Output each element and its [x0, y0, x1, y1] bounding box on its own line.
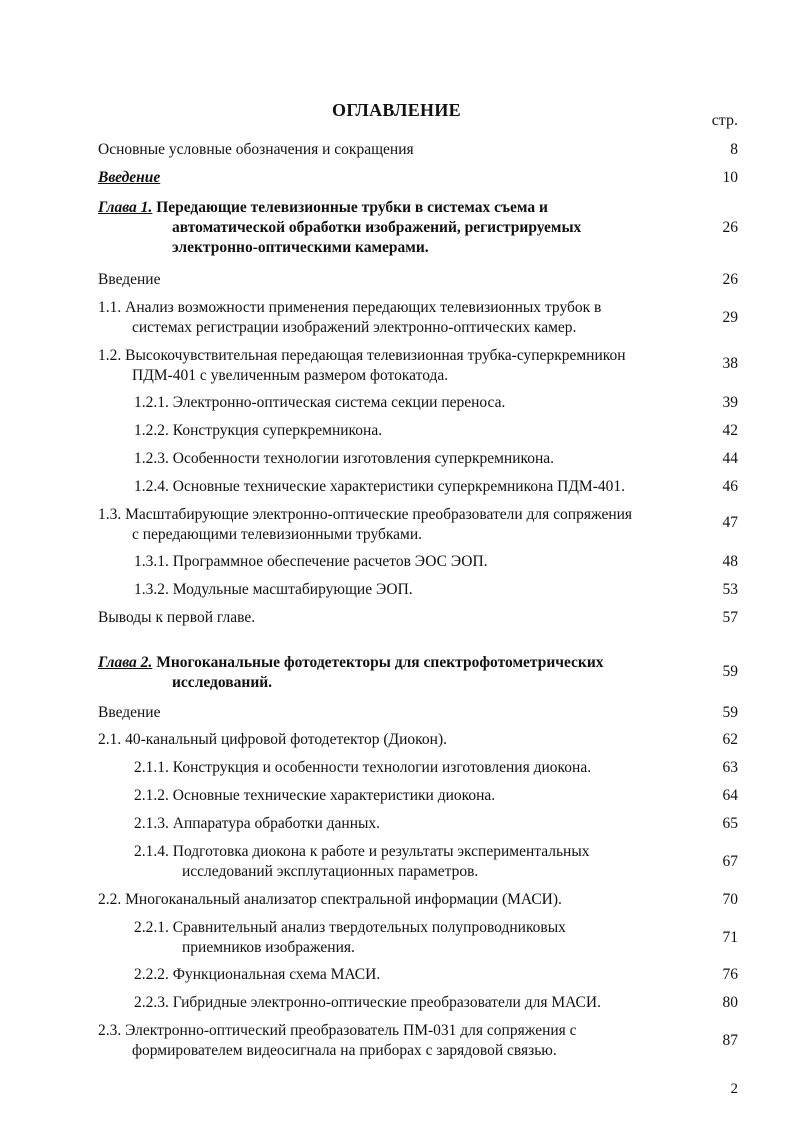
toc-entry-page: 26	[722, 271, 738, 288]
toc-entry-title: Введение	[98, 704, 161, 721]
toc-entry-page: 47	[722, 514, 738, 531]
section-number: 2.1.2.	[134, 787, 169, 804]
toc-entry-page: 53	[722, 581, 738, 598]
section-number: 2.2.3.	[134, 994, 169, 1011]
page-column-label: стр.	[711, 112, 738, 129]
toc-entry-title-cont: ПДМ-401 с увеличенным размером фотокатода.	[132, 367, 449, 384]
page-number: 2	[730, 1081, 738, 1097]
section-number: 1.2.3.	[134, 450, 169, 467]
toc-entry-title-cont: системах регистрации изображений электронно-оптических камер.	[132, 319, 577, 336]
section-number: 1.3.1.	[134, 553, 169, 570]
toc-entry-title: Основные технические характеристики суперкремникона ПДМ-401.	[172, 478, 625, 495]
section-number: 1.2.1.	[134, 394, 169, 411]
toc-entry-page: 39	[722, 394, 738, 411]
toc-entry-title: Анализ возможности применения передающих телевизионных трубок в	[125, 299, 602, 316]
section-number: 1.3.2.	[134, 581, 169, 598]
toc-entry-title: Модульные масштабирующие ЭОП.	[172, 581, 413, 598]
toc-entry-title: Высокочувствительная передающая телевизионная трубка-суперкремникон	[125, 347, 626, 364]
toc-entry-title: Программное обеспечение расчетов ЭОС ЭОП.	[172, 553, 488, 570]
toc-entry-title-cont: приемников изображения.	[182, 939, 355, 956]
toc-entry-title: Масштабирующие электронно-оптические преобразователи для сопряжения	[125, 506, 633, 523]
toc-entry-page: 26	[722, 219, 738, 236]
toc-entry-title: Конструкция и особенности технологии изготовления диокона.	[172, 759, 592, 776]
toc-entry-page: 64	[722, 787, 738, 804]
toc-entry-title: Передающие телевизионные трубки в системах съема и	[156, 199, 548, 216]
section-number: 2.2.	[98, 891, 122, 908]
toc-entry-title: Гибридные электронно-оптические преобразователи для МАСИ.	[172, 994, 601, 1011]
toc-entry-page: 59	[722, 663, 738, 680]
toc-entry-page: 71	[722, 929, 738, 946]
section-number: 2.3.	[98, 1022, 122, 1039]
section-number: 1.2.	[98, 347, 122, 364]
section-number: 1.1.	[98, 299, 122, 316]
toc-entry-title: Многоканальные фотодетекторы для спектрофотометрических	[156, 654, 604, 671]
toc-entry-title: Введение	[98, 169, 161, 186]
toc-entry-page: 65	[722, 815, 738, 832]
section-number: 1.3.	[98, 506, 122, 523]
toc-entry-page: 38	[722, 355, 738, 372]
toc-entry-page: 76	[722, 966, 738, 983]
page-title: ОГЛАВЛЕНИЕ	[332, 100, 461, 120]
toc-entry-title-cont: формирователем видеосигнала на приборах с зарядовой связью.	[132, 1042, 557, 1059]
toc-entry-title: Подготовка диокона к работе и результаты экспериментальных	[172, 843, 590, 860]
toc-entry-page: 67	[722, 853, 738, 870]
toc-entry-title-cont: исследований эксплутационных параметров.	[182, 863, 479, 880]
toc-entry-title: Электронно-оптический преобразователь ПМ-031 для сопряжения с	[125, 1022, 577, 1039]
chapter-label: Глава 1.	[98, 199, 153, 216]
toc-entry-title: Основные технические характеристики диокона.	[172, 787, 496, 804]
toc-entry-title: Выводы к первой главе.	[98, 609, 256, 626]
toc-entry-page: 63	[722, 759, 738, 776]
section-number: 2.1.4.	[134, 843, 169, 860]
section-number: 1.2.4.	[134, 478, 169, 495]
toc-entry-title: Основные условные обозначения и сокращения	[98, 141, 414, 158]
section-number: 2.1.1.	[134, 759, 169, 776]
toc-entry-title: 40-канальный цифровой фотодетектор (Диокон).	[125, 731, 447, 748]
toc-entry-page: 29	[722, 309, 738, 326]
toc-entry-page: 59	[722, 704, 738, 721]
toc-entry-page: 10	[722, 169, 738, 186]
toc-entry-title: Аппаратура обработки данных.	[172, 815, 381, 832]
toc-entry-title: Функциональная схема МАСИ.	[172, 966, 381, 983]
toc-entry-title-cont: автоматической обработки изображений, регистрируемых	[172, 219, 582, 236]
toc-entry-page: 48	[722, 553, 738, 570]
toc-entry-title: Сравнительный анализ твердотельных полупроводниковых	[172, 919, 566, 936]
section-number: 1.2.2.	[134, 422, 169, 439]
chapter-label: Глава 2.	[98, 654, 153, 671]
section-number: 2.2.1.	[134, 919, 169, 936]
section-number: 2.1.	[98, 731, 122, 748]
toc-entry-page: 62	[722, 731, 738, 748]
toc-entry-page: 42	[722, 422, 738, 439]
toc-entry-page: 70	[722, 891, 738, 908]
toc-entry-page: 44	[722, 450, 738, 467]
toc-entry-page: 46	[722, 478, 738, 495]
toc-entry-page: 57	[722, 609, 738, 626]
toc-entry-title-cont: с передающими телевизионными трубками.	[132, 526, 423, 543]
toc-entry-page: 80	[722, 994, 738, 1011]
toc-entry-title: Многоканальный анализатор спектральной информации (МАСИ).	[125, 891, 562, 908]
toc-entry-page: 87	[722, 1032, 738, 1049]
toc-entry-title-cont: электронно-оптическими камерами.	[172, 239, 429, 256]
toc-entry-title: Введение	[98, 271, 161, 288]
toc-entry-title: Особенности технологии изготовления суперкремникона.	[172, 450, 555, 467]
toc-entry-page: 8	[730, 141, 738, 158]
toc-entry-title-cont: исследований.	[172, 674, 273, 691]
section-number: 2.2.2.	[134, 966, 169, 983]
section-number: 2.1.3.	[134, 815, 169, 832]
toc-entry-title: Конструкция суперкремникона.	[172, 422, 383, 439]
toc-entry-title: Электронно-оптическая система секции переноса.	[172, 394, 506, 411]
